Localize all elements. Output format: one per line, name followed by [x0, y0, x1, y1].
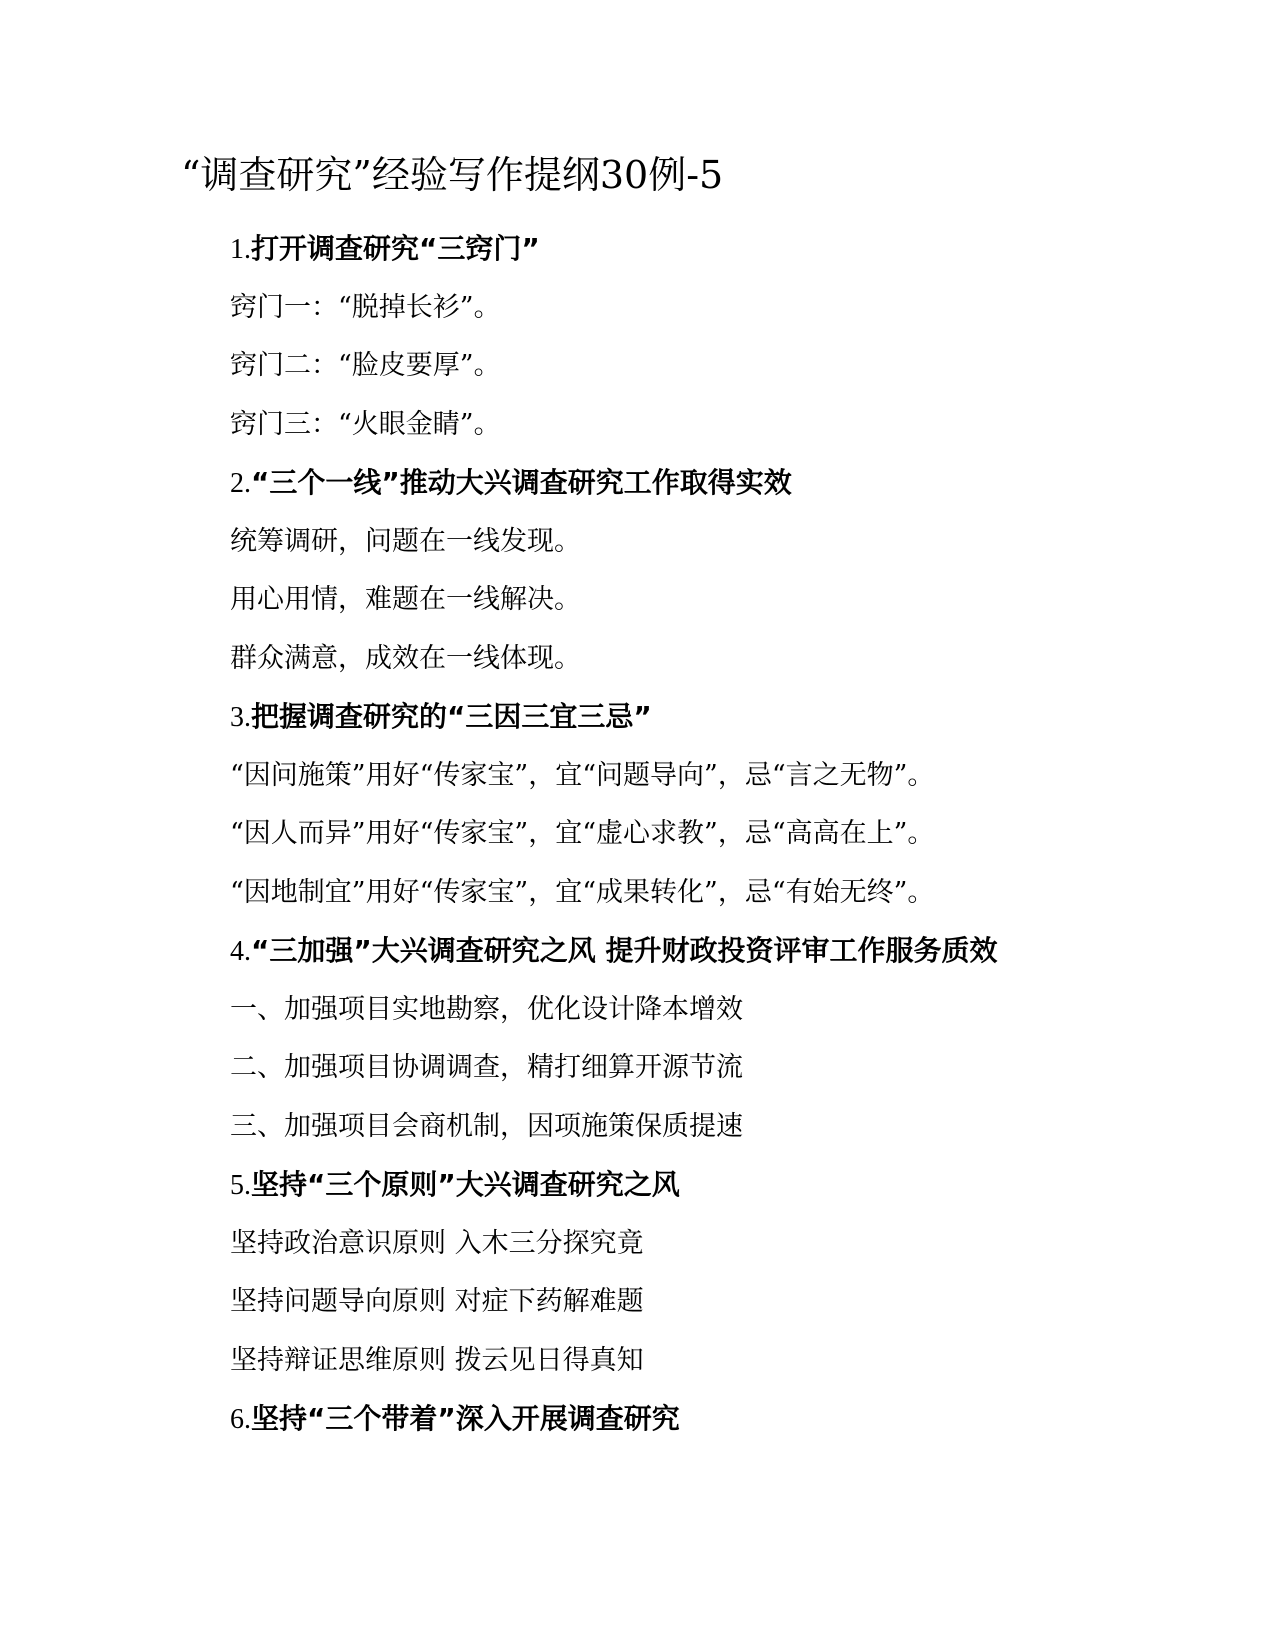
body-line: 群众满意，成效在一线体现。 [230, 642, 581, 674]
section-heading-1 [230, 220, 1230, 279]
body-line: 二、加强项目协调调查，精打细算开源节流 [230, 1052, 743, 1083]
document-title: “调查研究”经验写作提纲30例-5 [181, 153, 724, 197]
section-heading-3 [230, 688, 1230, 747]
section-title: “三加强”大兴调查研究之风 提升财政投资评审工作服务质效 [251, 934, 998, 967]
body-line: 坚持政治意识原则 入木三分探究竟 [230, 1227, 644, 1259]
body-line: 统筹调研，问题在一线发现。 [230, 525, 581, 557]
document-body [230, 220, 1230, 1449]
body-line: 坚持辩证思维原则 拨云见日得真知 [230, 1344, 644, 1376]
section-heading-5 [230, 1156, 1230, 1215]
section-number: 5. [230, 1170, 251, 1201]
section-title: 坚持“三个原则”大兴调查研究之风 [251, 1168, 680, 1201]
body-line: 窍门二：“脸皮要厚”。 [230, 350, 501, 381]
section-title: 打开调查研究“三窍门” [251, 232, 540, 265]
section-heading-6 [230, 1390, 1230, 1449]
section-title: 把握调查研究的“三因三宜三忌” [251, 700, 652, 733]
section-number: 3. [230, 702, 251, 733]
section-number: 4. [230, 936, 251, 967]
section-title: “三个一线”推动大兴调查研究工作取得实效 [251, 466, 792, 499]
body-line: 一、加强项目实地勘察，优化设计降本增效 [230, 993, 743, 1025]
body-line: “因地制宜”用好“传家宝”，宜“成果转化”，忌“有始无终”。 [230, 876, 935, 908]
section-heading-4 [230, 922, 1230, 981]
section-heading-2 [230, 454, 1230, 513]
body-line: 用心用情，难题在一线解决。 [230, 584, 581, 615]
body-line: “因问施策”用好“传家宝”，宜“问题导向”，忌“言之无物”。 [230, 759, 935, 791]
body-line: 坚持问题导向原则 对症下药解难题 [230, 1286, 644, 1317]
body-line: “因人而异”用好“传家宝”，宜“虚心求教”，忌“高高在上”。 [230, 818, 935, 849]
body-line: 窍门三：“火眼金睛”。 [230, 408, 501, 440]
section-title: 坚持“三个带着”深入开展调查研究 [251, 1402, 680, 1435]
body-line: 三、加强项目会商机制，因项施策保质提速 [230, 1110, 743, 1142]
section-number: 6. [230, 1404, 251, 1435]
body-line: 窍门一：“脱掉长衫”。 [230, 291, 501, 323]
section-number: 2. [230, 468, 251, 499]
section-number: 1. [230, 234, 251, 265]
